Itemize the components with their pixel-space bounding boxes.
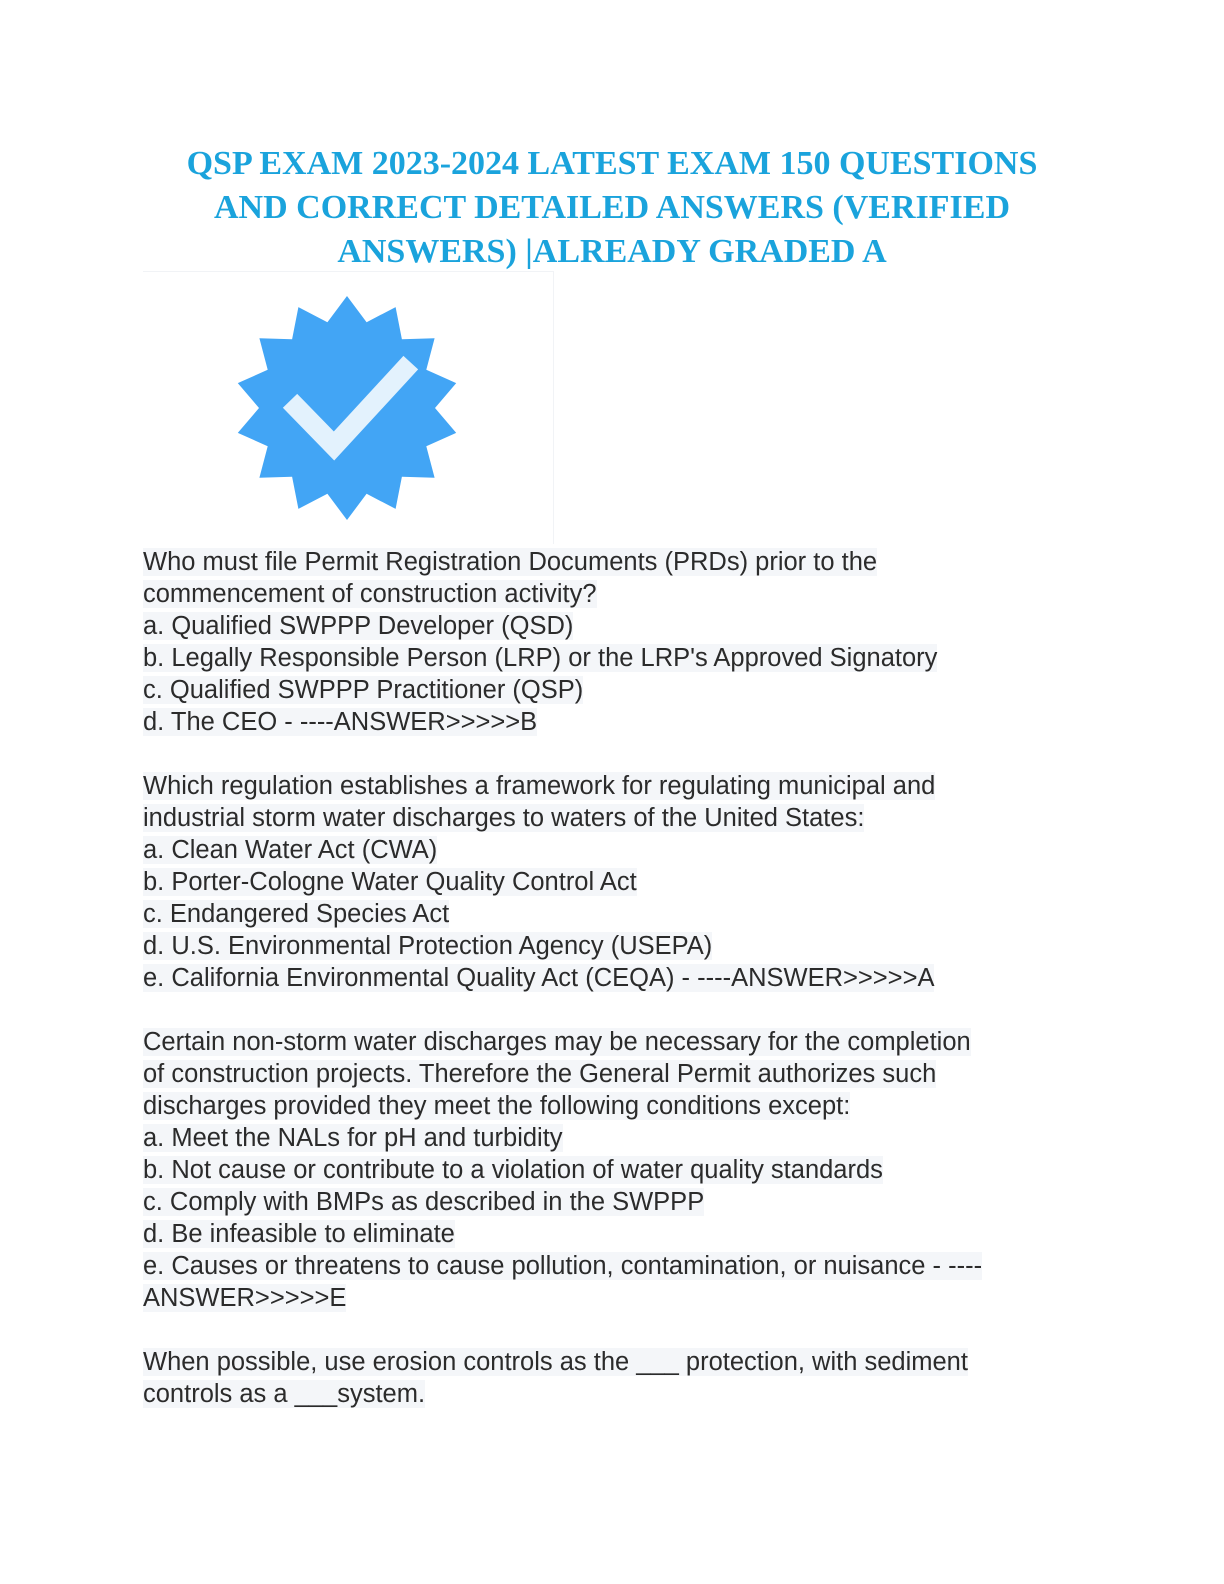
question-text-line (143, 1346, 1083, 1378)
line-text: c. Comply with BMPs as described in the SWPPP (143, 1188, 705, 1216)
answer-option-line (143, 642, 1083, 674)
line-text: c. Qualified SWPPP Practitioner (QSP) (143, 676, 584, 704)
document-title (140, 142, 1084, 274)
question-text-line (143, 770, 1083, 802)
answer-option-line (143, 674, 1083, 706)
question-text-line (143, 1026, 1083, 1058)
answer-option-line (143, 802, 1083, 834)
answer-option-line (143, 1122, 1083, 1154)
line-text: d. Be infeasible to eliminate (143, 1220, 455, 1248)
line-text: industrial storm water discharges to waters of the United States: (143, 804, 865, 832)
line-text: controls as a ___system. (143, 1380, 426, 1408)
answer-option-line (143, 898, 1083, 930)
spacer (143, 994, 1083, 1026)
line-text: e. California Environmental Quality Act (CEQA) - ----ANSWER>>>>>A (143, 964, 935, 992)
line-text: d. The CEO - ----ANSWER>>>>>B (143, 708, 538, 736)
badge-star-shape (238, 296, 456, 520)
line-text: b. Not cause or contribute to a violation of water quality standards (143, 1156, 883, 1184)
answer-option-line (143, 834, 1083, 866)
line-text: e. Causes or threatens to cause pollution, contamination, or nuisance - ---- (143, 1252, 983, 1280)
answer-option-line (143, 930, 1083, 962)
questions-content (143, 546, 1083, 1410)
title-line-1: QSP EXAM 2023-2024 LATEST EXAM 150 QUESTIONS (186, 145, 1038, 182)
line-text: Certain non-storm water discharges may be necessary for the completion (143, 1028, 971, 1056)
spacer (143, 738, 1083, 770)
verified-check-badge-icon (232, 296, 462, 526)
question-block (143, 1346, 1083, 1410)
answer-option-line (143, 962, 1083, 994)
line-text: Who must file Permit Registration Documents (PRDs) prior to the (143, 548, 878, 576)
answer-option-line (143, 610, 1083, 642)
line-text: a. Meet the NALs for pH and turbidity (143, 1124, 563, 1152)
line-text: Which regulation establishes a framework for regulating municipal and (143, 772, 936, 800)
answer-option-line (143, 866, 1083, 898)
answer-option-line (143, 1186, 1083, 1218)
line-text: ANSWER>>>>>E (143, 1284, 347, 1312)
answer-option-line (143, 1282, 1083, 1314)
line-text: b. Legally Responsible Person (LRP) or the LRP's Approved Signatory (143, 644, 938, 672)
answer-option-line (143, 1218, 1083, 1250)
line-text: discharges provided they meet the following conditions except: (143, 1092, 851, 1120)
line-text: c. Endangered Species Act (143, 900, 450, 928)
answer-option-line (143, 1378, 1083, 1410)
answer-option-line (143, 1154, 1083, 1186)
spacer (143, 1314, 1083, 1346)
line-text: When possible, use erosion controls as the ___ protection, with sediment (143, 1348, 968, 1376)
title-line-3: ANSWERS) |ALREADY GRADED A (337, 233, 887, 270)
question-block (143, 1026, 1083, 1314)
line-text: a. Clean Water Act (CWA) (143, 836, 438, 864)
line-text: commencement of construction activity? (143, 580, 597, 608)
question-text-line (143, 546, 1083, 578)
line-text: a. Qualified SWPPP Developer (QSD) (143, 612, 574, 640)
answer-option-line (143, 1058, 1083, 1090)
answer-option-line (143, 706, 1083, 738)
line-text: of construction projects. Therefore the General Permit authorizes such (143, 1060, 937, 1088)
answer-option-line (143, 578, 1083, 610)
line-text: d. U.S. Environmental Protection Agency (USEPA) (143, 932, 713, 960)
answer-option-line (143, 1250, 1083, 1282)
line-text: b. Porter-Cologne Water Quality Control Act (143, 868, 637, 896)
title-line-2: AND CORRECT DETAILED ANSWERS (VERIFIED (214, 189, 1010, 226)
answer-option-line (143, 1090, 1083, 1122)
question-block (143, 546, 1083, 738)
question-block (143, 770, 1083, 994)
